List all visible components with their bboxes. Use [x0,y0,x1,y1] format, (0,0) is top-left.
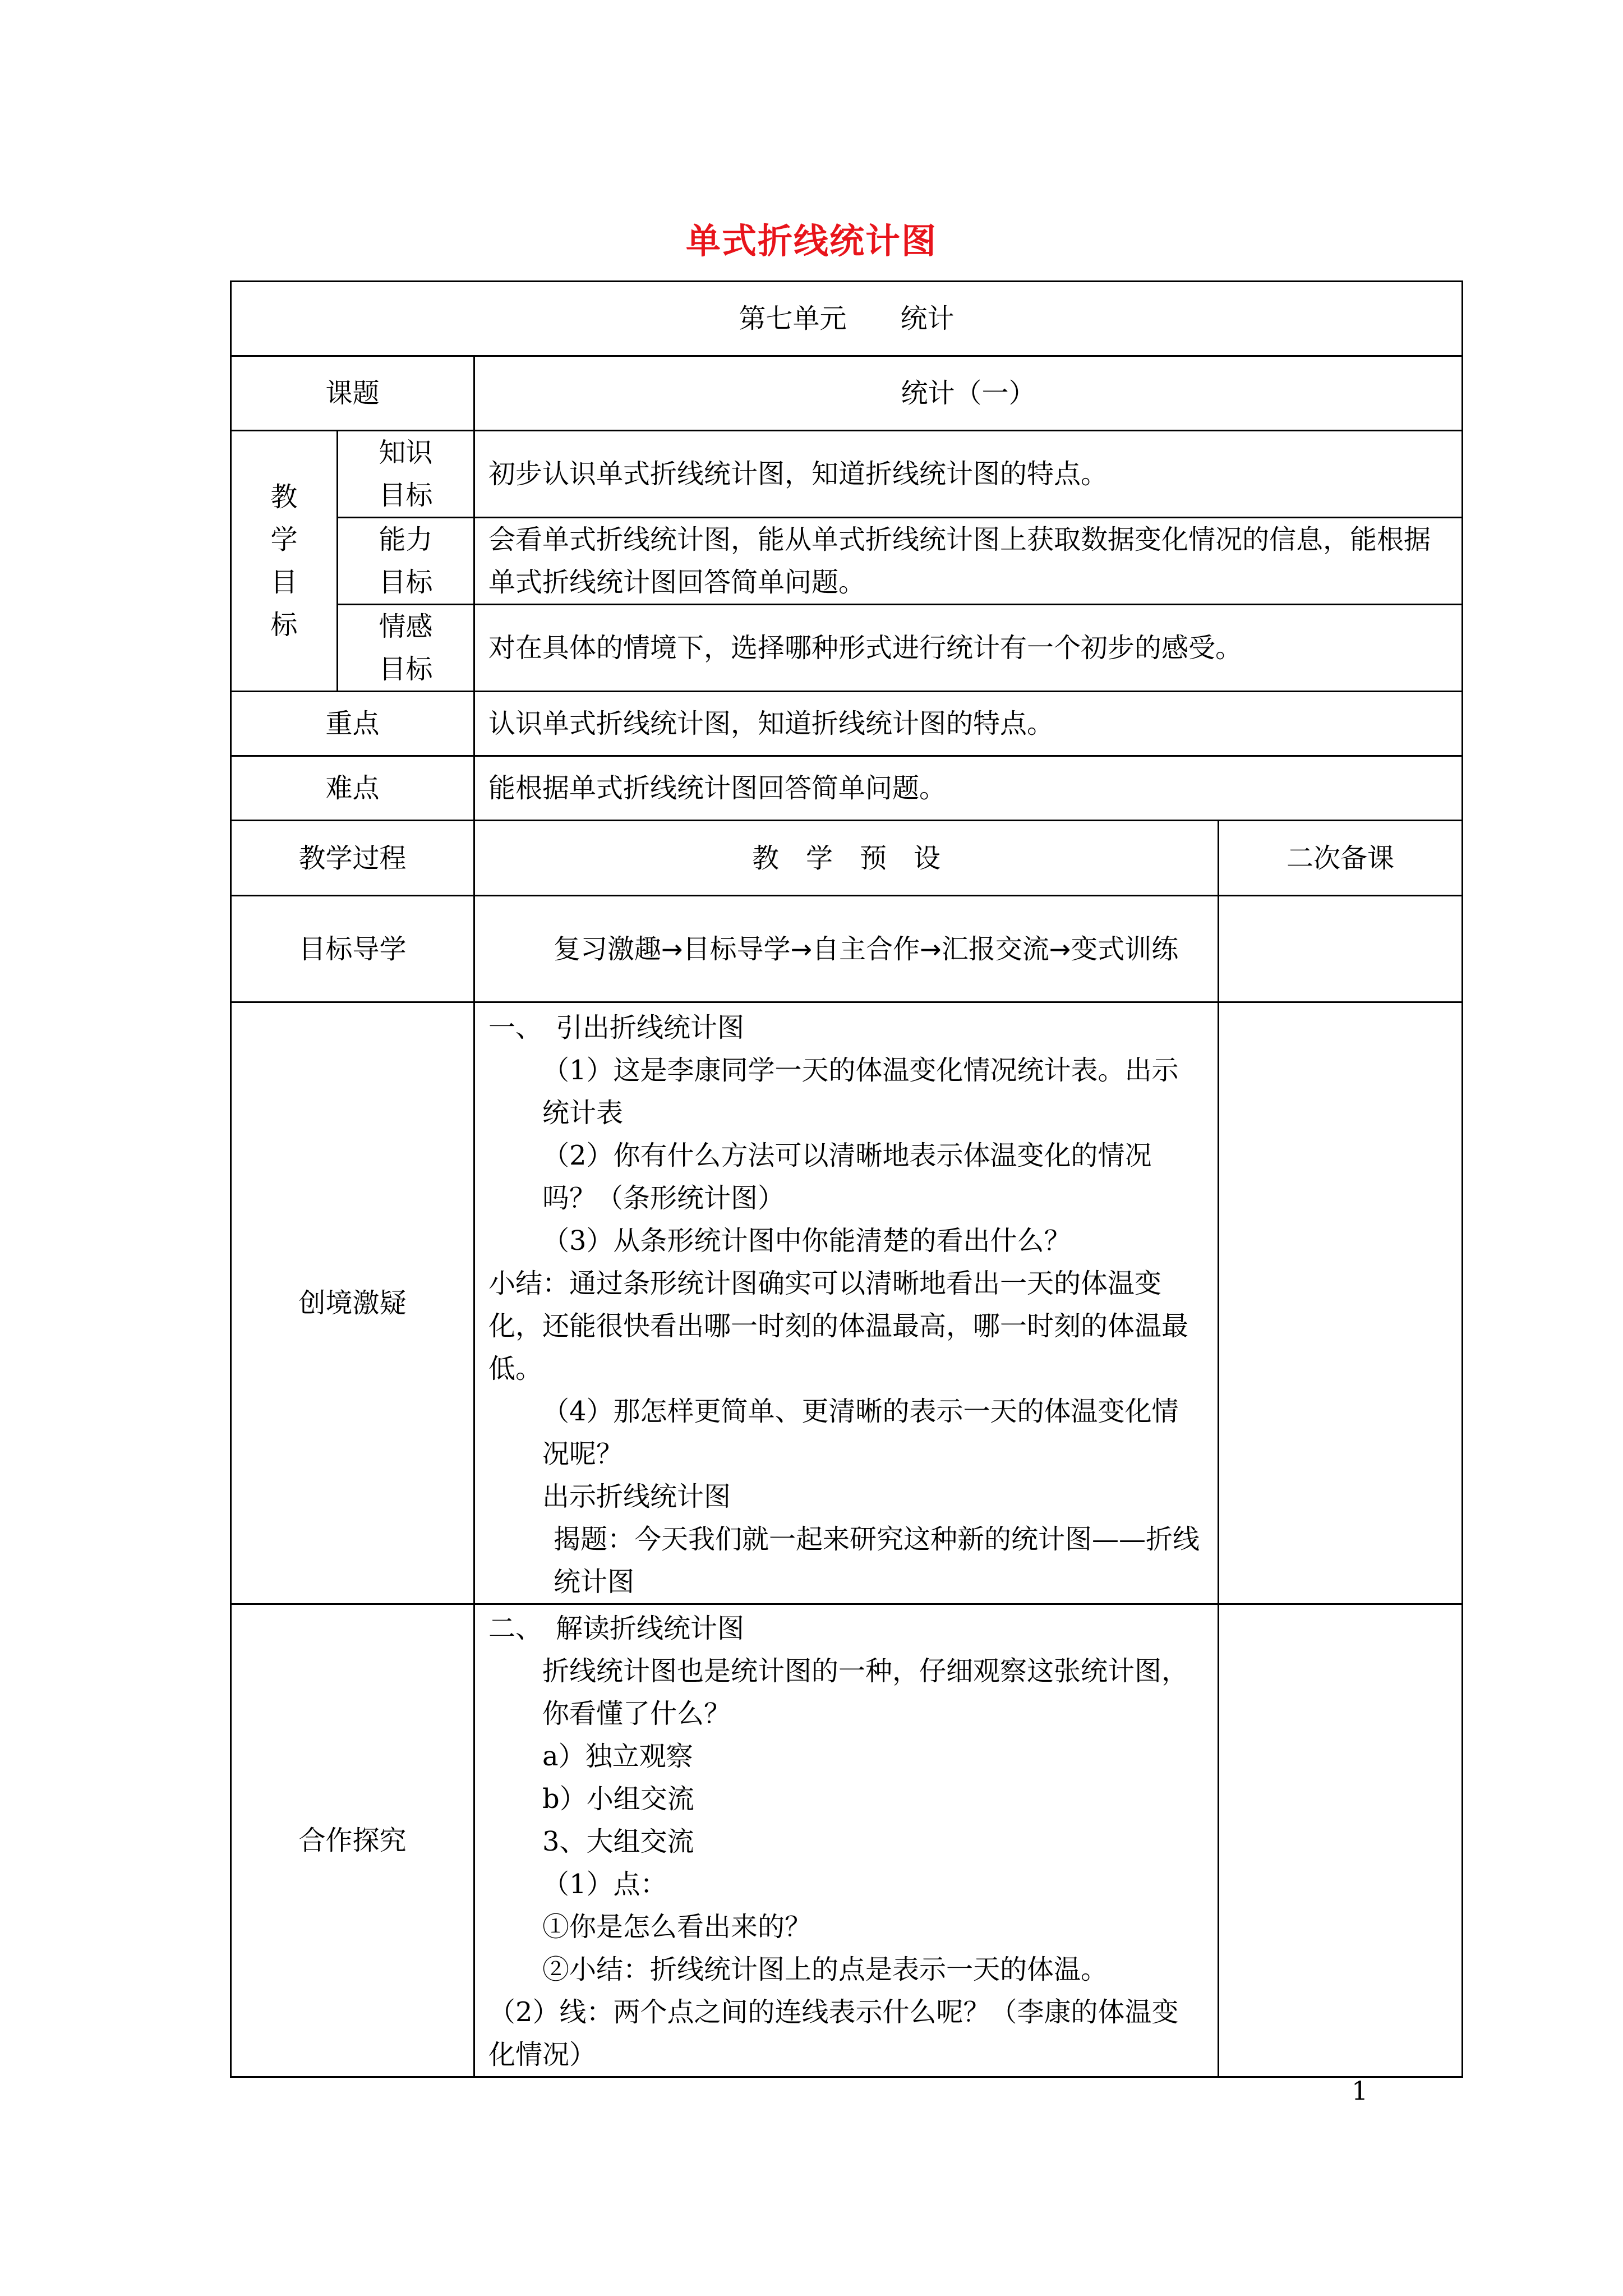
key-point-row [231,692,1463,756]
document-title: 单式折线统计图 [685,220,937,261]
topic-value: 统计（一） [474,356,1463,431]
process-header-col1: 教学过程 [231,821,474,896]
arrow-right-icon: → [1049,933,1071,964]
guide-label: 目标导学 [231,896,474,1002]
guide-step: 复习激趣 [554,933,662,965]
unit-row [231,282,1463,356]
arrow-right-icon: → [790,933,813,964]
scenario-line: 揭题：今天我们就一起来研究这种新的统计图——折线统计图 [554,1524,1200,1598]
scenario-row [231,1002,1463,1604]
scenario-second-prep [1219,1002,1463,1604]
difficulty-label: 难点 [231,756,474,821]
scenario-label: 创境激疑 [231,1002,474,1604]
key-point-label: 重点 [231,692,474,756]
difficulty-text: 能根据单式折线统计图回答简单问题。 [474,756,1463,821]
scenario-line: 出示折线统计图 [542,1481,731,1512]
arrow-right-icon: → [661,933,683,964]
scenario-line: 小结：通过条形统计图确实可以清晰地看出一天的体温变化，还能很快看出哪一时刻的体温最高，哪一时刻的体温最低。 [488,1268,1189,1384]
unit-heading: 第七单元 统计 [231,282,1463,356]
scenario-line: 一、 引出折线统计图 [488,1012,745,1043]
guide-row [231,896,1463,1002]
process-header-row [231,821,1463,896]
scenario-content [474,1002,1219,1604]
cooperate-line: ②小结：折线统计图上的点是表示一天的体温。 [542,1954,1108,1985]
goal-row-knowledge [231,431,1463,518]
cooperate-second-prep [1219,1604,1463,2077]
cooperate-line: （2）线：两个点之间的连线表示什么呢？（李康的体温变化情况） [488,1996,1179,2070]
guide-second-prep [1219,896,1463,1002]
cooperate-line: b）小组交流 [542,1783,694,1815]
scenario-line: （2）你有什么方法可以清晰地表示体温变化的情况吗？（条形统计图） [542,1140,1152,1214]
goal-row-emotion [231,605,1463,692]
guide-step: 自主合作 [812,933,920,965]
page-number: 1 [1352,2076,1368,2106]
goal-text-ability: 会看单式折线统计图，能从单式折线统计图上获取数据变化情况的信息，能根据单式折线统计图回答简单问题。 [474,518,1463,605]
guide-step: 目标导学 [683,933,791,965]
guide-step: 变式训练 [1071,933,1179,965]
process-header-col2: 教 学 预 设 [474,821,1219,896]
cooperate-content [474,1604,1219,2077]
lesson-plan-table [230,280,1463,2078]
guide-step: 汇报交流 [941,933,1049,965]
scenario-line: （4）那怎样更简单、更清晰的表示一天的体温变化情况呢？ [542,1396,1179,1470]
scenario-line: （3）从条形统计图中你能清楚的看出什么？ [542,1225,1071,1257]
cooperate-label: 合作探究 [231,1604,474,2077]
process-header-col3: 二次备课 [1219,821,1463,896]
goal-row-ability [231,518,1463,605]
goal-label-emotion: 情感 目标 [338,605,474,692]
goal-text-emotion: 对在具体的情境下，选择哪种形式进行统计有一个初步的感受。 [474,605,1463,692]
cooperate-line: 折线统计图也是统计图的一种，仔细观察这张统计图，你看懂了什么？ [542,1655,1189,1729]
arrow-right-icon: → [920,933,942,964]
topic-row [231,356,1463,431]
guide-steps [474,896,1219,1002]
cooperate-line: 3、大组交流 [542,1826,694,1857]
cooperate-line: a）独立观察 [542,1741,693,1772]
key-point-text: 认识单式折线统计图，知道折线统计图的特点。 [474,692,1463,756]
scenario-line: （1）这是李康同学一天的体温变化情况统计表。出示统计表 [542,1055,1179,1129]
cooperate-line: 二、 解读折线统计图 [488,1613,745,1644]
cooperate-line: （1）点： [542,1869,667,1900]
cooperate-row [231,1604,1463,2077]
topic-label: 课题 [231,356,474,431]
cooperate-line: ①你是怎么看出来的？ [542,1911,812,1943]
teaching-goals-label: 教 学 目 标 [231,431,338,692]
goal-label-ability: 能力 目标 [338,518,474,605]
difficulty-row [231,756,1463,821]
goal-text-knowledge: 初步认识单式折线统计图，知道折线统计图的特点。 [474,431,1463,518]
goal-label-knowledge: 知识 目标 [338,431,474,518]
